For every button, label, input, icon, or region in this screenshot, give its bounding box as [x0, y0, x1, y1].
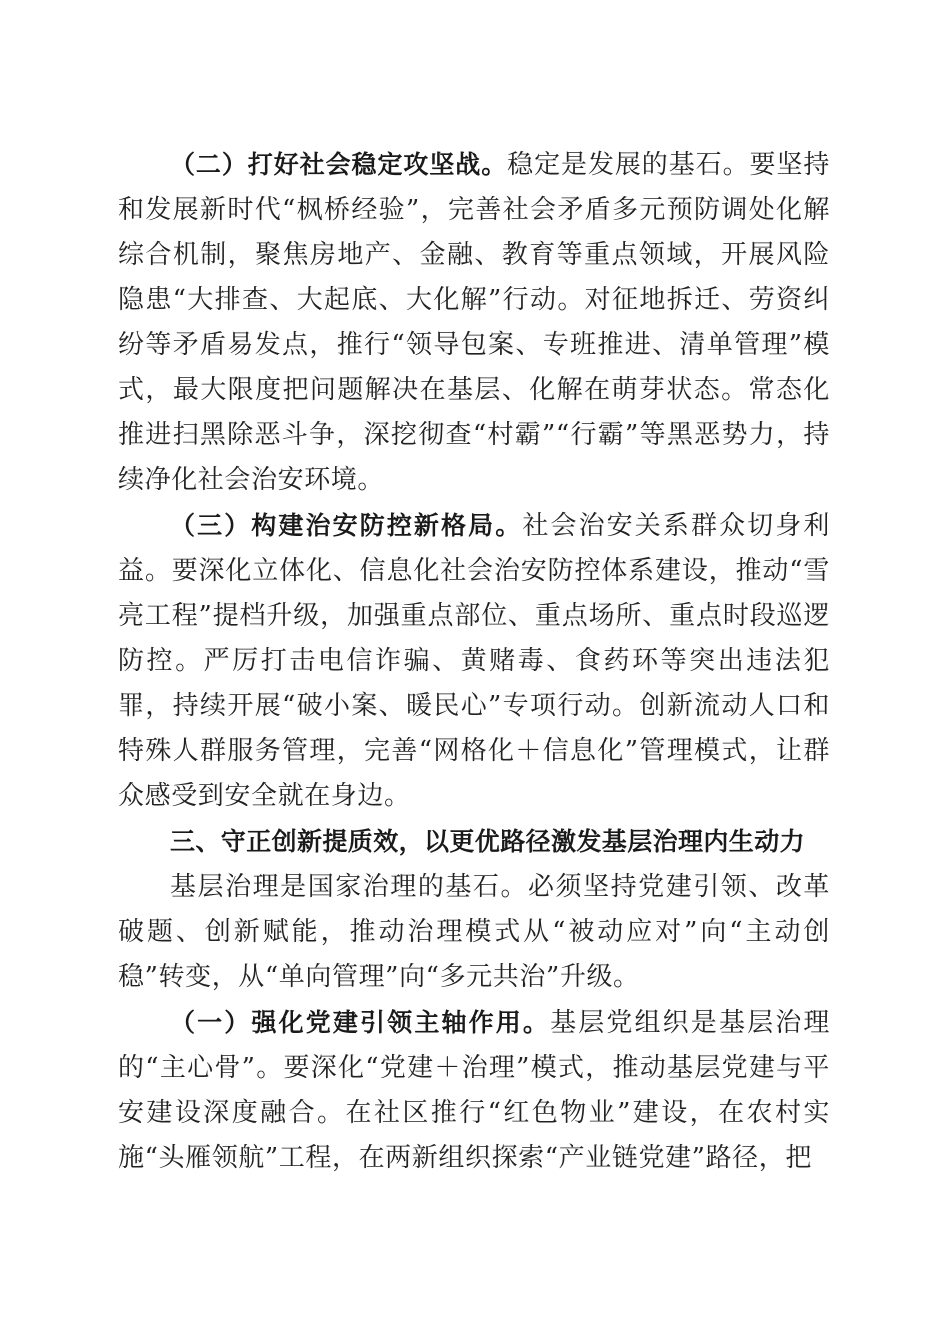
paragraph-text: 基层治理是国家治理的基石。必须坚持党建引领、改革破题、创新赋能，推动治理模式从“被动应对”向“主动创稳”转变，从“单向管理”向“多元共治”升级。 [118, 872, 830, 992]
paragraph-lead: （一）强化党建引领主轴作用。 [170, 1008, 551, 1037]
paragraph-text: 稳定是发展的基石。要坚持和发展新时代“枫桥经验”，完善社会矛盾多元预防调处化解综合机制，聚焦房地产、金融、教育等重点领域，开展风险隐患“大排查、大起底、大化解”行动。对征地拆迁、劳资纠纷等矛盾易发点，推行“领导包案、专班推进、清单管理”模式，最大限度把问题解决在基层、化解在萌芽状态。常态化推进扫黑除恶斗争，深挖彻查“村霸”“行霸”等黑恶势力，持续净化社会治安环境。 [118, 150, 831, 495]
document-body [118, 142, 830, 1181]
paragraph-social-stability [118, 142, 830, 503]
paragraph-text: 社会治安关系群众切身利益。要深化立体化、信息化社会治安防控体系建设，推动“雪亮工程”提档升级，加强重点部位、重点场所、重点时段巡逻防控。严厉打击电信诈骗、黄赌毒、食药环等突出违法犯罪，持续开展“破小案、暖民心”专项行动。创新流动人口和特殊人群服务管理，完善“网格化＋信息化”管理模式，让群众感受到安全就在身边。 [118, 511, 830, 811]
paragraph-lead: （二）打好社会稳定攻坚战。 [170, 150, 508, 179]
paragraph-public-security [118, 503, 830, 819]
paragraph-text: 基层党组织是基层治理的“主心骨”。要深化“党建＋治理”模式，推动基层党建与平安建设深度融合。在社区推行“红色物业”建设，在农村实施“头雁领航”工程，在两新组织探索“产业链党建”路径，把 [118, 1008, 830, 1173]
section-heading: 三、守正创新提质效，以更优路径激发基层治理内生动力 [170, 827, 806, 856]
paragraph-governance-intro [118, 864, 830, 1000]
paragraph-party-building [118, 1000, 830, 1181]
paragraph-lead: （三）构建治安防控新格局。 [170, 511, 523, 540]
